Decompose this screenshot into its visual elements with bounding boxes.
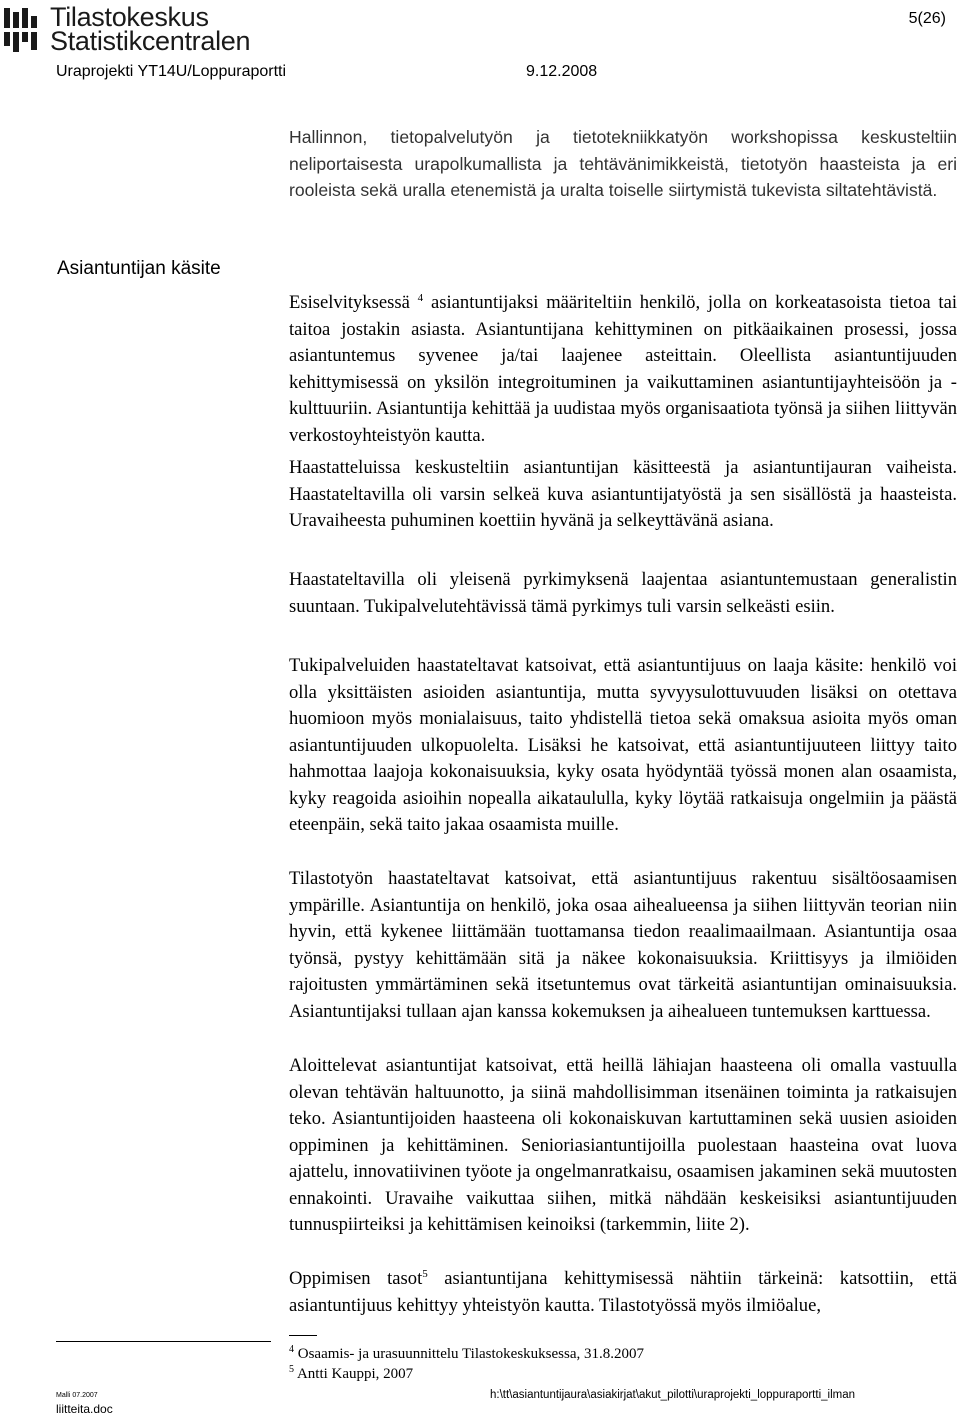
template-version: Malli 07.2007 [56, 1392, 98, 1399]
paragraph-text: Oppimisen tasot [289, 1268, 423, 1289]
org-name-sv: Statistikcentralen [50, 26, 251, 56]
footnote-number: 5 [289, 1364, 294, 1375]
document-date: 9.12.2008 [526, 63, 598, 80]
paragraph-text: Esiselvityksessä [289, 292, 410, 313]
section-heading: Asiantuntijan käsite [57, 258, 221, 279]
paragraph-text: Haastateltavilla oli yleisenä pyrkimyksenä laajentaa asiantuntemustaan generalistin suuntaan. Tukipalvelutehtävissä tämä pyrkimys tuli varsin selkeästi esiin. [289, 569, 957, 617]
statistics-finland-logo-icon [4, 8, 44, 52]
footnote-ref: 5 [422, 1267, 428, 1280]
paragraph-statistics-work [289, 866, 957, 1025]
paragraph-text: Tilastotyön haastateltavat katsoivat, että asiantuntijuus rakentuu sisältöosaamisen ympärille. Asiantuntija on henkilö, joka osaa aihealueensa ja siihen liittyvän teorian niin hyvin, että kykenee liittämään tuottamansa tiedon reaalimaailmaan. Asiantuntija osaa työnsä, pystyy kehittämään sitä ja näkee kokonaisuuksia. Kriittisyys ja ilmiöiden rajoitusten ymmärtäminen sekä itsetuntemus ovat tärkeitä asiantuntijan ominaisuuksia. Asiantuntijaksi tullaan ajan kanssa kokemuksen ja aihealueen tuntemuksen karttuessa. [289, 868, 957, 1022]
footnote-divider [289, 1335, 317, 1336]
paragraph-beginners [289, 1053, 957, 1239]
file-name: liitteita.doc [56, 1402, 113, 1416]
paragraph-text: asiantuntijana kehittymisessä nähtiin tärkeinä: katsottiin, että asiantuntijuus kehittyy yhteistyön kautta. Tilastotyössä myös ilmiöalue, [289, 1268, 958, 1316]
footnote-text: Osaamis- ja urasuunnittelu Tilastokeskuksessa, 31.8.2007 [297, 1346, 644, 1362]
org-logo [4, 4, 254, 56]
footnote [289, 1346, 644, 1363]
paragraph-text: asiantuntijaksi määriteltiin henkilö, jolla on korkeatasoista tietoa tai taitoa jostakin asiasta. Asiantuntijana kehittyminen on pitkäaikainen prosessi, jossa asiantuntemus syvenee ja/tai laajenee asteittain. Oleellista asiantuntijuuden kehittymisessä on yksilön integroituminen ja vaikuttaminen asiantuntijayhteisöön ja -kulttuuriin. Asiantuntija kehittää ja uudistaa myös organisaatiota työnsä ja siihen liittyvän verkostoyhteistyön kautta. [289, 292, 958, 446]
paragraph-definition [289, 290, 957, 449]
footnote-ref: 4 [417, 291, 424, 304]
page-number: 5(26) [908, 10, 946, 27]
paragraph-text: Hallinnon, tietopalvelutyön ja tietotekniikkatyön workshopissa keskusteltiin neliportaisesta urapolkumallista ja tehtävänimikkeistä, tietotyön haasteista ja eri rooleista sekä uralla etenemistä ja uralta toiselle siirtymistä tukevista siltatehtävistä. [289, 127, 957, 200]
footnote-text: Antti Kauppi, 2007 [296, 1366, 414, 1382]
paragraph-learning-levels [289, 1266, 957, 1319]
file-path: h:\tt\asiantuntijaura\asiakirjat\akut_pilotti\uraprojekti_loppuraportti_ilman [490, 1389, 856, 1401]
paragraph-workshop [289, 124, 957, 204]
paragraph-text: Haastatteluissa keskusteltiin asiantuntijan käsitteestä ja asiantuntijauran vaiheista. Haastateltavilla oli varsin selkeä kuva asiantuntijatyöstä ja sen sisällöstä ja haasteista. Uravaiheesta puhuminen koettiin hyvänä ja selkeyttävänä asiana. [289, 457, 957, 531]
paragraph-text: Aloittelevat asiantuntijat katsoivat, että heillä lähiajan haasteena oli omalla vastuulla olevan tehtävän haltuunotto, ja siinä mahdollisimman itsenäinen toiminta ja ratkaisujen teko. Asiantuntijoiden haasteena oli kokonaiskuvan kartuttaminen sekä uusien asioiden oppiminen ja kehittäminen. Senioriasiantuntijoilla puolestaan haasteina ovat luova ajattelu, innovatiivinen työote ja ongelmanratkaisu, osaamisen jakaminen sekä muutosten ennakointi. Uravaihe vaikuttaa siihen, mitkä nähdään keskeisiksi asiantuntijuuden tunnuspiirteiksi ja kehittämisen keinoiksi (tarkemmin, liite 2). [289, 1055, 957, 1235]
paragraph-interviews [289, 455, 957, 535]
footer-divider [56, 1341, 271, 1342]
footnote [289, 1366, 413, 1383]
paragraph-support-services [289, 653, 957, 839]
project-title: Uraprojekti YT14U/Loppuraportti [56, 63, 287, 80]
paragraph-generalist [289, 567, 957, 620]
paragraph-text: Tukipalveluiden haastateltavat katsoivat, että asiantuntijuus on laaja käsite: henkilö voi olla yksittäisten asioiden asiantuntija, mutta syvyysulottuvuuden lisäksi on otettava huomioon myös monialaisuus, taito yhdistellä tietoa sekä omaksua asioita myös oman asiantuntijuuden ulkopuolelta. Lisäksi he katsoivat, että asiantuntijuuteen liittyy taito hahmottaa laajoja kokonaisuuksia, kyky osata hyödyntää työssä monen alan osaamista, kyky reagoida asioihin nopealla aikataululla, kyky löytää ratkaisuja ongelmiin ja päästä eteenpäin, sekä taito jakaa osaamista muille. [289, 655, 957, 835]
org-name-fi: Tilastokeskus [50, 2, 209, 32]
footnote-number: 4 [289, 1344, 294, 1355]
